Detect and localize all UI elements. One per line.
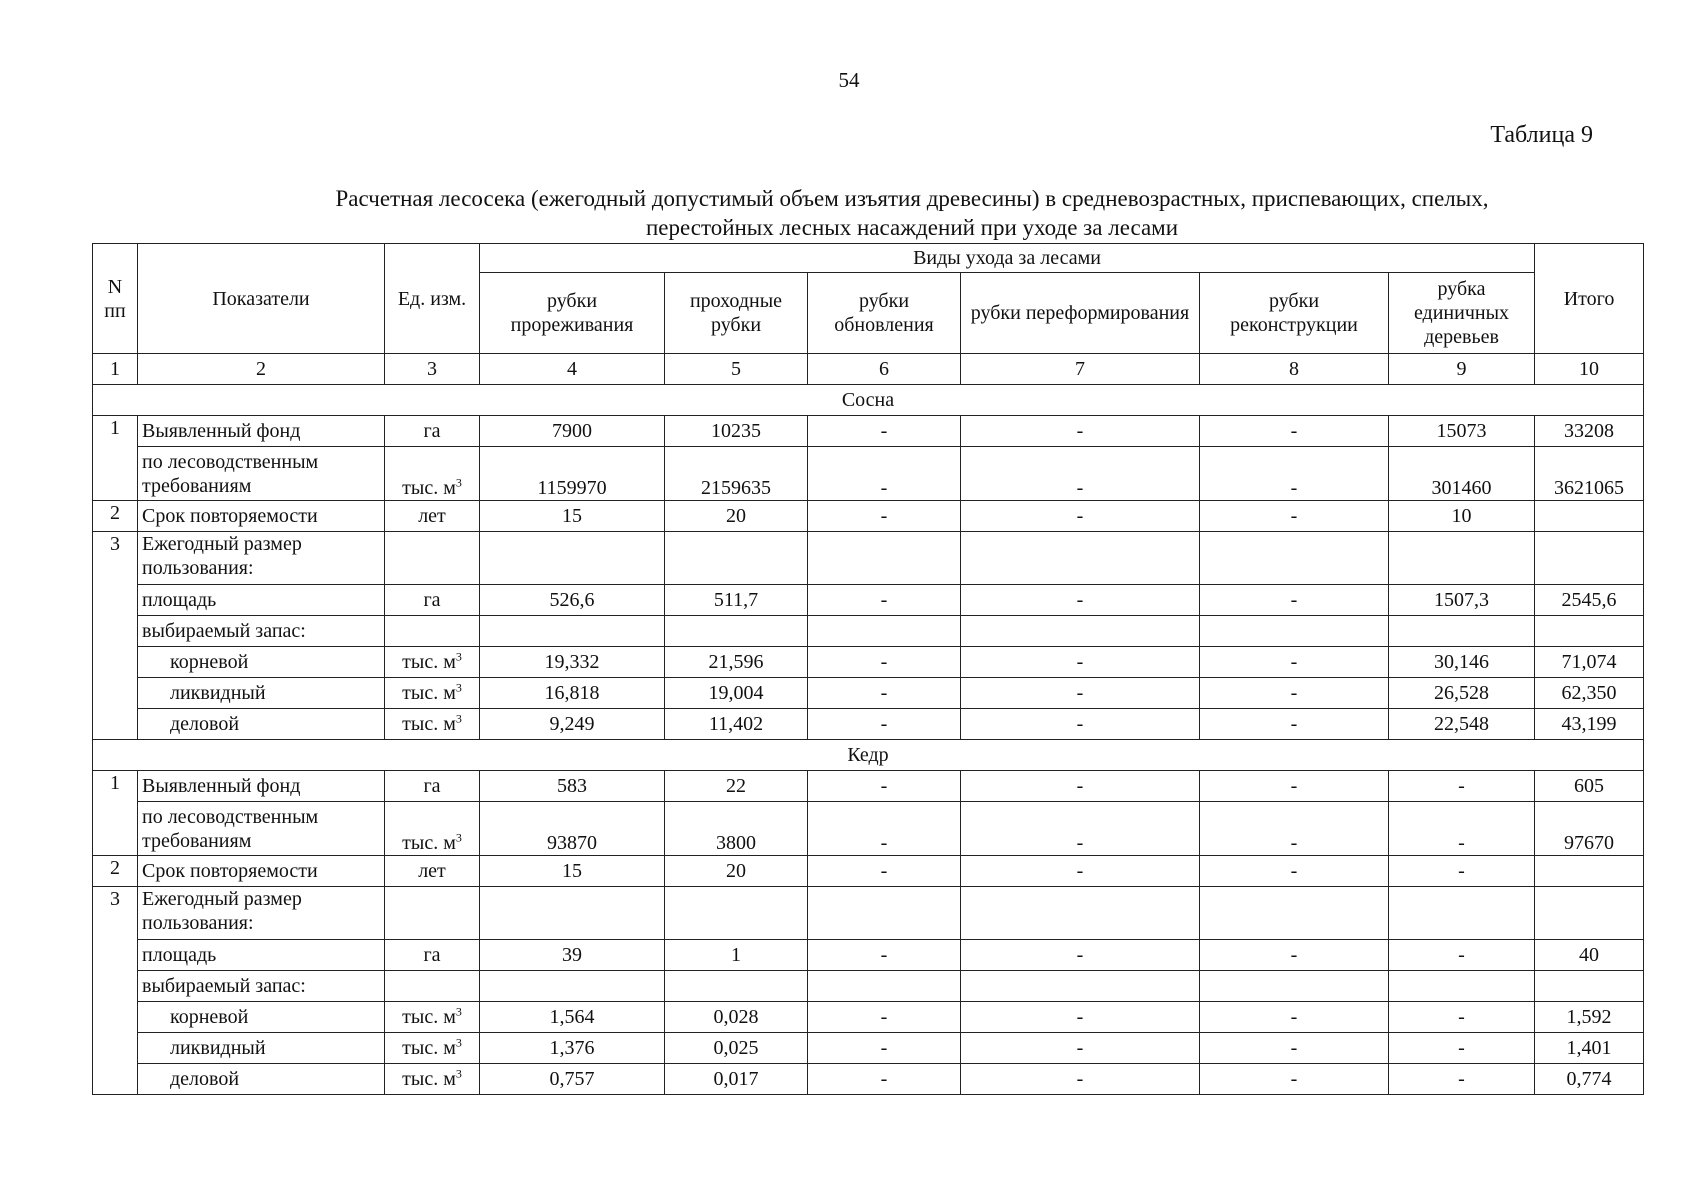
value-cell: -	[961, 771, 1200, 802]
value-cell: 2545,6	[1535, 585, 1644, 616]
row-label: корневой	[138, 647, 385, 678]
value-cell: 1,376	[480, 1033, 665, 1064]
table-row	[93, 616, 1644, 647]
table-row	[93, 1002, 1644, 1033]
row-label: площадь	[138, 940, 385, 971]
table-row	[93, 585, 1644, 616]
value-cell: -	[961, 447, 1200, 501]
value-cell: 21,596	[665, 647, 808, 678]
value-cell: 43,199	[1535, 709, 1644, 740]
value-cell: -	[961, 416, 1200, 447]
value-cell: 10235	[665, 416, 808, 447]
value-cell	[665, 887, 808, 940]
value-cell	[1389, 616, 1535, 647]
value-cell: -	[808, 709, 961, 740]
value-cell: 15	[480, 501, 665, 532]
value-cell	[480, 887, 665, 940]
unit-superscript: 3	[455, 711, 462, 726]
row-unit	[385, 1002, 480, 1033]
unit-superscript: 3	[455, 1004, 462, 1019]
header-type-renewal: рубки обновления	[808, 273, 961, 354]
row-label: ликвидный	[138, 1033, 385, 1064]
value-cell: 0,017	[665, 1064, 808, 1095]
unit-text: тыс. м	[402, 832, 456, 854]
row-label: Выявленный фонд	[138, 416, 385, 447]
value-cell: 1159970	[480, 447, 665, 501]
table-title-line-2: перестойных лесных насаждений при уходе за лесами	[645, 215, 1179, 240]
value-cell: 40	[1535, 940, 1644, 971]
value-cell	[1389, 887, 1535, 940]
value-cell: 33208	[1535, 416, 1644, 447]
value-cell: 19,004	[665, 678, 808, 709]
row-unit: лет	[385, 501, 480, 532]
table-row	[93, 647, 1644, 678]
row-label: по лесоводственным требованиям	[138, 447, 385, 501]
value-cell: 62,350	[1535, 678, 1644, 709]
table-row	[93, 1033, 1644, 1064]
value-cell: -	[1389, 856, 1535, 887]
unit-superscript: 3	[455, 475, 462, 490]
row-unit	[385, 532, 480, 585]
value-cell	[480, 971, 665, 1002]
row-unit	[385, 678, 480, 709]
value-cell	[808, 887, 961, 940]
value-cell: -	[1200, 1002, 1389, 1033]
header-num: N пп	[93, 244, 138, 354]
col-number: 5	[665, 354, 808, 385]
unit-superscript: 3	[455, 1035, 462, 1050]
value-cell: 9,249	[480, 709, 665, 740]
value-cell: -	[961, 647, 1200, 678]
header-type-reconstruction: рубки реконструкции	[1200, 273, 1389, 354]
value-cell: -	[808, 416, 961, 447]
value-cell	[1535, 532, 1644, 585]
row-label: Ежегодный размер пользования:	[138, 532, 385, 585]
value-cell	[1535, 856, 1644, 887]
value-cell: -	[1200, 1033, 1389, 1064]
table-row	[93, 501, 1644, 532]
value-cell	[1535, 616, 1644, 647]
value-cell	[1200, 887, 1389, 940]
table-row	[93, 416, 1644, 447]
value-cell: 1,401	[1535, 1033, 1644, 1064]
table-label: Таблица 9	[1490, 122, 1593, 148]
row-unit: га	[385, 585, 480, 616]
species-name: Кедр	[93, 740, 1644, 771]
value-cell: -	[808, 940, 961, 971]
row-number: 1	[93, 771, 138, 856]
value-cell: -	[808, 771, 961, 802]
table-row	[93, 1064, 1644, 1095]
value-cell: 26,528	[1389, 678, 1535, 709]
value-cell: 22,548	[1389, 709, 1535, 740]
species-name: Сосна	[93, 385, 1644, 416]
col-number: 8	[1200, 354, 1389, 385]
value-cell: -	[808, 585, 961, 616]
value-cell: -	[1200, 647, 1389, 678]
value-cell: 526,6	[480, 585, 665, 616]
col-number: 1	[93, 354, 138, 385]
row-label: площадь	[138, 585, 385, 616]
unit-text: тыс. м	[402, 1037, 456, 1059]
value-cell	[1200, 971, 1389, 1002]
value-cell: 16,818	[480, 678, 665, 709]
unit-superscript: 3	[455, 830, 462, 845]
value-cell: -	[961, 678, 1200, 709]
unit-text: тыс. м	[402, 1006, 456, 1028]
value-cell: -	[808, 678, 961, 709]
row-number: 1	[93, 416, 138, 501]
value-cell: -	[1200, 856, 1389, 887]
value-cell: -	[808, 447, 961, 501]
value-cell: 1507,3	[1389, 585, 1535, 616]
value-cell	[1389, 532, 1535, 585]
value-cell	[1535, 971, 1644, 1002]
table-row	[93, 709, 1644, 740]
unit-superscript: 3	[455, 680, 462, 695]
value-cell: 30,146	[1389, 647, 1535, 678]
table-row	[93, 887, 1644, 940]
value-cell: -	[961, 802, 1200, 856]
value-cell	[961, 971, 1200, 1002]
value-cell: -	[1200, 678, 1389, 709]
value-cell: 605	[1535, 771, 1644, 802]
value-cell: 97670	[1535, 802, 1644, 856]
value-cell: -	[1200, 416, 1389, 447]
value-cell: -	[961, 709, 1200, 740]
table-row	[93, 532, 1644, 585]
value-cell: -	[1389, 771, 1535, 802]
value-cell	[1200, 616, 1389, 647]
value-cell: -	[808, 856, 961, 887]
value-cell	[808, 532, 961, 585]
value-cell: 1,564	[480, 1002, 665, 1033]
row-unit	[385, 709, 480, 740]
header-unit: Ед. изм.	[385, 244, 480, 354]
value-cell: -	[961, 585, 1200, 616]
table-row	[93, 971, 1644, 1002]
value-cell: -	[1200, 1064, 1389, 1095]
table-row	[93, 940, 1644, 971]
row-unit	[385, 1064, 480, 1095]
species-header-row	[93, 740, 1644, 771]
value-cell	[665, 971, 808, 1002]
col-number: 2	[138, 354, 385, 385]
value-cell: -	[961, 940, 1200, 971]
table-row	[93, 802, 1644, 856]
row-unit: лет	[385, 856, 480, 887]
value-cell: -	[961, 1064, 1200, 1095]
value-cell: 15	[480, 856, 665, 887]
row-label: выбираемый запас:	[138, 616, 385, 647]
value-cell	[961, 532, 1200, 585]
value-cell: 10	[1389, 501, 1535, 532]
value-cell	[480, 532, 665, 585]
value-cell	[665, 532, 808, 585]
row-unit	[385, 647, 480, 678]
value-cell: -	[808, 1064, 961, 1095]
value-cell: 15073	[1389, 416, 1535, 447]
row-number: 2	[93, 856, 138, 887]
table-title	[240, 184, 1584, 242]
value-cell	[808, 971, 961, 1002]
header-type-thinning: рубки прореживания	[480, 273, 665, 354]
row-label: Срок повторяемости	[138, 501, 385, 532]
header-care-types: Виды ухода за лесами	[480, 244, 1535, 273]
row-label: ликвидный	[138, 678, 385, 709]
value-cell	[665, 616, 808, 647]
row-unit	[385, 447, 480, 501]
table-row	[93, 856, 1644, 887]
value-cell: -	[1200, 501, 1389, 532]
value-cell: 1,592	[1535, 1002, 1644, 1033]
value-cell: -	[808, 647, 961, 678]
table-row	[93, 447, 1644, 501]
value-cell: -	[1200, 585, 1389, 616]
row-label: корневой	[138, 1002, 385, 1033]
table-row	[93, 678, 1644, 709]
value-cell	[808, 616, 961, 647]
value-cell: -	[961, 856, 1200, 887]
row-number: 3	[93, 887, 138, 1095]
unit-text: тыс. м	[402, 682, 456, 704]
value-cell: 20	[665, 856, 808, 887]
value-cell: 511,7	[665, 585, 808, 616]
row-unit: га	[385, 416, 480, 447]
row-unit	[385, 971, 480, 1002]
value-cell: 11,402	[665, 709, 808, 740]
row-unit: га	[385, 940, 480, 971]
unit-text: тыс. м	[402, 477, 456, 499]
value-cell: 2159635	[665, 447, 808, 501]
unit-superscript: 3	[455, 649, 462, 664]
value-cell	[1389, 971, 1535, 1002]
table-title-line-1: Расчетная лесосека (ежегодный допустимый объем изъятия древесины) в средневозрастных, приспевающих, спелых,	[335, 186, 1489, 211]
value-cell: -	[1389, 940, 1535, 971]
value-cell: -	[1200, 709, 1389, 740]
value-cell: -	[1200, 802, 1389, 856]
value-cell: -	[808, 802, 961, 856]
value-cell: -	[961, 1033, 1200, 1064]
row-label: деловой	[138, 1064, 385, 1095]
value-cell: -	[808, 1033, 961, 1064]
value-cell: 583	[480, 771, 665, 802]
value-cell: -	[1200, 771, 1389, 802]
value-cell: -	[961, 1002, 1200, 1033]
value-cell	[480, 616, 665, 647]
row-label: выбираемый запас:	[138, 971, 385, 1002]
column-numbers-row	[93, 354, 1644, 385]
value-cell: 3800	[665, 802, 808, 856]
row-unit	[385, 802, 480, 856]
value-cell: -	[808, 1002, 961, 1033]
header-indicators: Показатели	[138, 244, 385, 354]
row-unit	[385, 1033, 480, 1064]
row-unit	[385, 616, 480, 647]
value-cell: 19,332	[480, 647, 665, 678]
value-cell: -	[1389, 1002, 1535, 1033]
value-cell	[1535, 501, 1644, 532]
unit-text: тыс. м	[402, 713, 456, 735]
value-cell: 0,028	[665, 1002, 808, 1033]
col-number: 10	[1535, 354, 1644, 385]
header-type-reformation: рубки переформирования	[961, 273, 1200, 354]
value-cell: -	[1389, 1033, 1535, 1064]
value-cell: 71,074	[1535, 647, 1644, 678]
header-total: Итого	[1535, 244, 1644, 354]
value-cell: 22	[665, 771, 808, 802]
value-cell: -	[1200, 940, 1389, 971]
table-row	[93, 771, 1644, 802]
unit-text: тыс. м	[402, 651, 456, 673]
unit-text: тыс. м	[402, 1068, 456, 1090]
value-cell: -	[1389, 802, 1535, 856]
value-cell: 301460	[1389, 447, 1535, 501]
value-cell: -	[808, 501, 961, 532]
row-label: Выявленный фонд	[138, 771, 385, 802]
header-type-single-trees: рубка единичных деревьев	[1389, 273, 1535, 354]
value-cell: 20	[665, 501, 808, 532]
value-cell: 0,774	[1535, 1064, 1644, 1095]
value-cell: -	[1389, 1064, 1535, 1095]
col-number: 9	[1389, 354, 1535, 385]
header-type-passage: проходные рубки	[665, 273, 808, 354]
value-cell: -	[961, 501, 1200, 532]
row-label: Ежегодный размер пользования:	[138, 887, 385, 940]
value-cell: 93870	[480, 802, 665, 856]
page-number: 54	[838, 68, 860, 92]
row-number: 3	[93, 532, 138, 740]
value-cell	[961, 616, 1200, 647]
value-cell	[961, 887, 1200, 940]
value-cell: 0,025	[665, 1033, 808, 1064]
value-cell: 1	[665, 940, 808, 971]
col-number: 3	[385, 354, 480, 385]
value-cell: 3621065	[1535, 447, 1644, 501]
value-cell	[1200, 532, 1389, 585]
value-cell	[1535, 887, 1644, 940]
allowable-cut-table	[92, 243, 1644, 1095]
header-row	[93, 244, 1644, 273]
row-label: Срок повторяемости	[138, 856, 385, 887]
row-unit: га	[385, 771, 480, 802]
row-label: по лесоводственным требованиям	[138, 802, 385, 856]
col-number: 7	[961, 354, 1200, 385]
value-cell: 39	[480, 940, 665, 971]
row-unit	[385, 887, 480, 940]
col-number: 6	[808, 354, 961, 385]
value-cell: 0,757	[480, 1064, 665, 1095]
unit-superscript: 3	[455, 1066, 462, 1081]
species-header-row	[93, 385, 1644, 416]
value-cell: -	[1200, 447, 1389, 501]
row-label: деловой	[138, 709, 385, 740]
col-number: 4	[480, 354, 665, 385]
value-cell: 7900	[480, 416, 665, 447]
row-number: 2	[93, 501, 138, 532]
